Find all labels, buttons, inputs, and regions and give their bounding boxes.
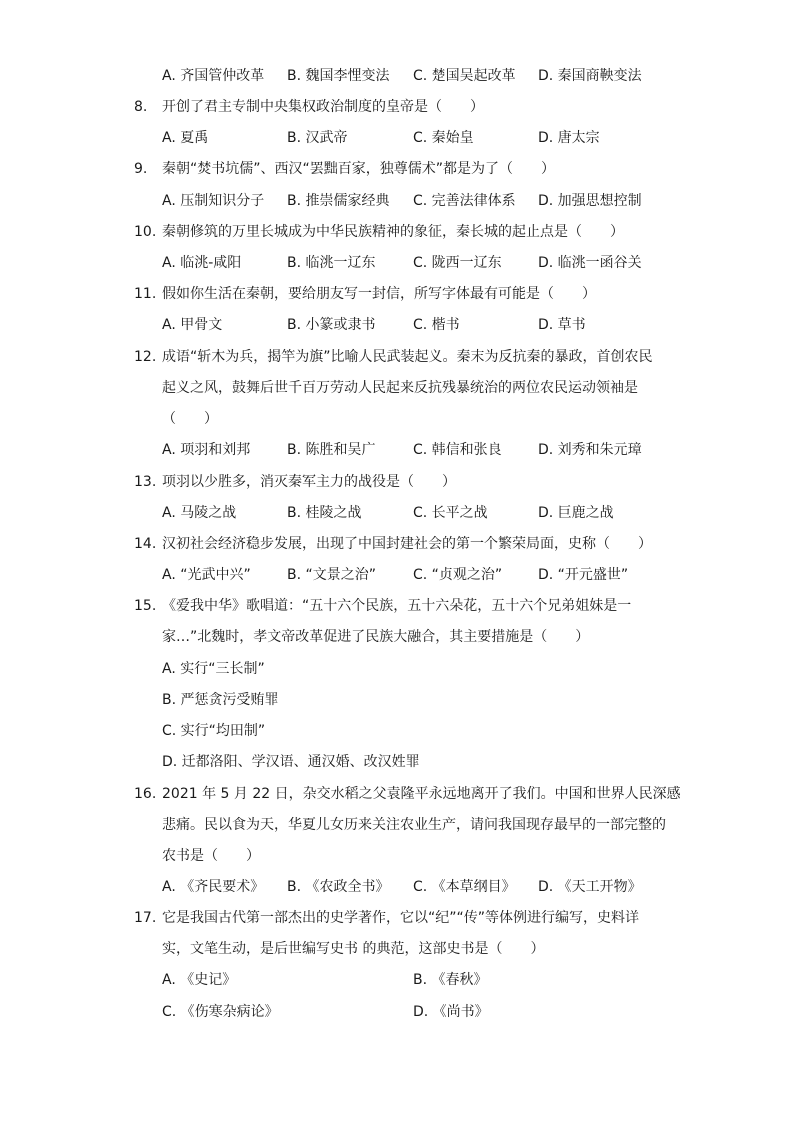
question-stem-10: 秦朝修筑的万里长城成为中华民族精神的象征，秦长城的起止点是（ ） (162, 224, 624, 240)
option-q12-b: B. 陈胜和吴广 (287, 442, 376, 458)
question-number-9: 9. (134, 161, 148, 177)
question-stem-11: 假如你生活在秦朝，要给朋友写一封信，所写字体最有可能是（ ） (162, 286, 596, 302)
option-q9-b: B. 推崇儒家经典 (287, 193, 390, 209)
question-stem-8: 开创了君主专制中央集权政治制度的皇帝是（ ） (162, 99, 484, 115)
question-number-13: 13. (134, 474, 157, 490)
option-q10-a: A. 临洮-咸阳 (162, 255, 242, 271)
question-stem-16-line-3: 农书是（ ） (162, 848, 260, 864)
option-q10-d: D. 临洮一函谷关 (538, 255, 642, 271)
option-q12-c: C. 韩信和张良 (413, 442, 502, 458)
option-q15-c: C. 实行“均田制” (162, 723, 266, 739)
question-number-14: 14. (134, 536, 157, 552)
question-stem-16-line-2: 悲痛。民以食为天，华夏儿女历来关注农业生产，请问我国现存最早的一部完整的 (162, 817, 666, 833)
option-q14-a: A. “光武中兴” (162, 567, 251, 583)
question-stem-15-line-1: 《爱我中华》歌唱道：“五十六个民族，五十六朵花，五十六个兄弟姐妹是一 (162, 598, 632, 614)
option-q12-d: D. 刘秀和朱元璋 (538, 442, 642, 458)
option-q12-a: A. 项羽和刘邦 (162, 442, 251, 458)
option-q14-c: C. “贞观之治” (413, 567, 503, 583)
question-number-8: 8. (134, 99, 148, 115)
option-q9-d: D. 加强思想控制 (538, 193, 642, 209)
option-q17-d: D. 《尚书》 (413, 1004, 489, 1020)
option-q11-a: A. 甲骨文 (162, 317, 223, 333)
option-q17-c: C. 《伤寒杂病论》 (162, 1004, 279, 1020)
question-stem-14: 汉初社会经济稳步发展，出现了中国封建社会的第一个繁荣局面，史称（ ） (162, 536, 652, 552)
option-q15-a: A. 实行“三长制” (162, 661, 265, 677)
option-q13-a: A. 马陵之战 (162, 505, 237, 521)
question-number-10: 10. (134, 224, 157, 240)
option-q15-b: B. 严惩贪污受贿罪 (162, 692, 279, 708)
question-number-11: 11. (134, 286, 157, 302)
option-q13-c: C. 长平之战 (413, 505, 488, 521)
question-stem-12-line-2: 起义之风，鼓舞后世千百万劳动人民起来反抗残暴统治的两位农民运动领袖是 (162, 380, 638, 396)
option-q16-b: B. 《农政全书》 (287, 879, 390, 895)
option-q11-d: D. 草书 (538, 317, 586, 333)
option-q11-c: C. 楷书 (413, 317, 460, 333)
option-q15-d: D. 迁都洛阳、学汉语、通汉婚、改汉姓罪 (162, 754, 420, 770)
option-q10-b: B. 临洮一辽东 (287, 255, 376, 271)
option-q14-b: B. “文景之治” (287, 567, 377, 583)
option-q16-d: D. 《天工开物》 (538, 879, 642, 895)
option-q17-b: B. 《春秋》 (413, 972, 488, 988)
question-number-15: 15. (134, 598, 157, 614)
option-q8-b: B. 汉武帝 (287, 130, 348, 146)
question-stem-17-line-2: 实，文笔生动，是后世编写史书 的典范，这部史书是（ ） (162, 941, 545, 957)
option-q7-c: C. 楚国吴起改革 (413, 68, 516, 84)
question-stem-9: 秦朝“焚书坑儒”、西汉“罢黜百家，独尊儒术”都是为了（ ） (162, 161, 556, 177)
option-q16-c: C. 《本草纲目》 (413, 879, 516, 895)
question-stem-13: 项羽以少胜多，消灭秦军主力的战役是（ ） (162, 474, 456, 490)
question-stem-16-line-1: 2021 年 5 月 22 日，杂交水稻之父袁隆平永远地离开了我们。中国和世界人民深感 (162, 786, 681, 802)
question-stem-15-line-2: 家…”北魏时，孝文帝改革促进了民族大融合，其主要措施是（ ） (162, 629, 590, 645)
option-q11-b: B. 小篆或隶书 (287, 317, 376, 333)
question-stem-17-line-1: 它是我国古代第一部杰出的史学著作，它以“纪”“传”等体例进行编写，史料详 (162, 910, 640, 926)
option-q8-d: D. 唐太宗 (538, 130, 600, 146)
option-q17-a: A. 《史记》 (162, 972, 237, 988)
option-q13-d: D. 巨鹿之战 (538, 505, 614, 521)
option-q9-c: C. 完善法律体系 (413, 193, 516, 209)
option-q8-c: C. 秦始皇 (413, 130, 474, 146)
option-q7-a: A. 齐国管仲改革 (162, 68, 265, 84)
question-number-16: 16. (134, 786, 157, 802)
option-q13-b: B. 桂陵之战 (287, 505, 362, 521)
question-stem-12-line-1: 成语“斩木为兵，揭竿为旗”比喻人民武装起义。秦末为反抗秦的暴政，首创农民 (162, 349, 653, 365)
option-q8-a: A. 夏禹 (162, 130, 209, 146)
question-number-12: 12. (134, 349, 157, 365)
option-q9-a: A. 压制知识分子 (162, 193, 265, 209)
question-stem-12-line-3: （ ） (162, 411, 218, 427)
option-q14-d: D. “开元盛世” (538, 567, 629, 583)
option-q7-d: D. 秦国商鞅变法 (538, 68, 642, 84)
option-q16-a: A. 《齐民要术》 (162, 879, 265, 895)
option-q10-c: C. 陇西一辽东 (413, 255, 502, 271)
option-q7-b: B. 魏国李悝变法 (287, 68, 390, 84)
question-number-17: 17. (134, 910, 157, 926)
